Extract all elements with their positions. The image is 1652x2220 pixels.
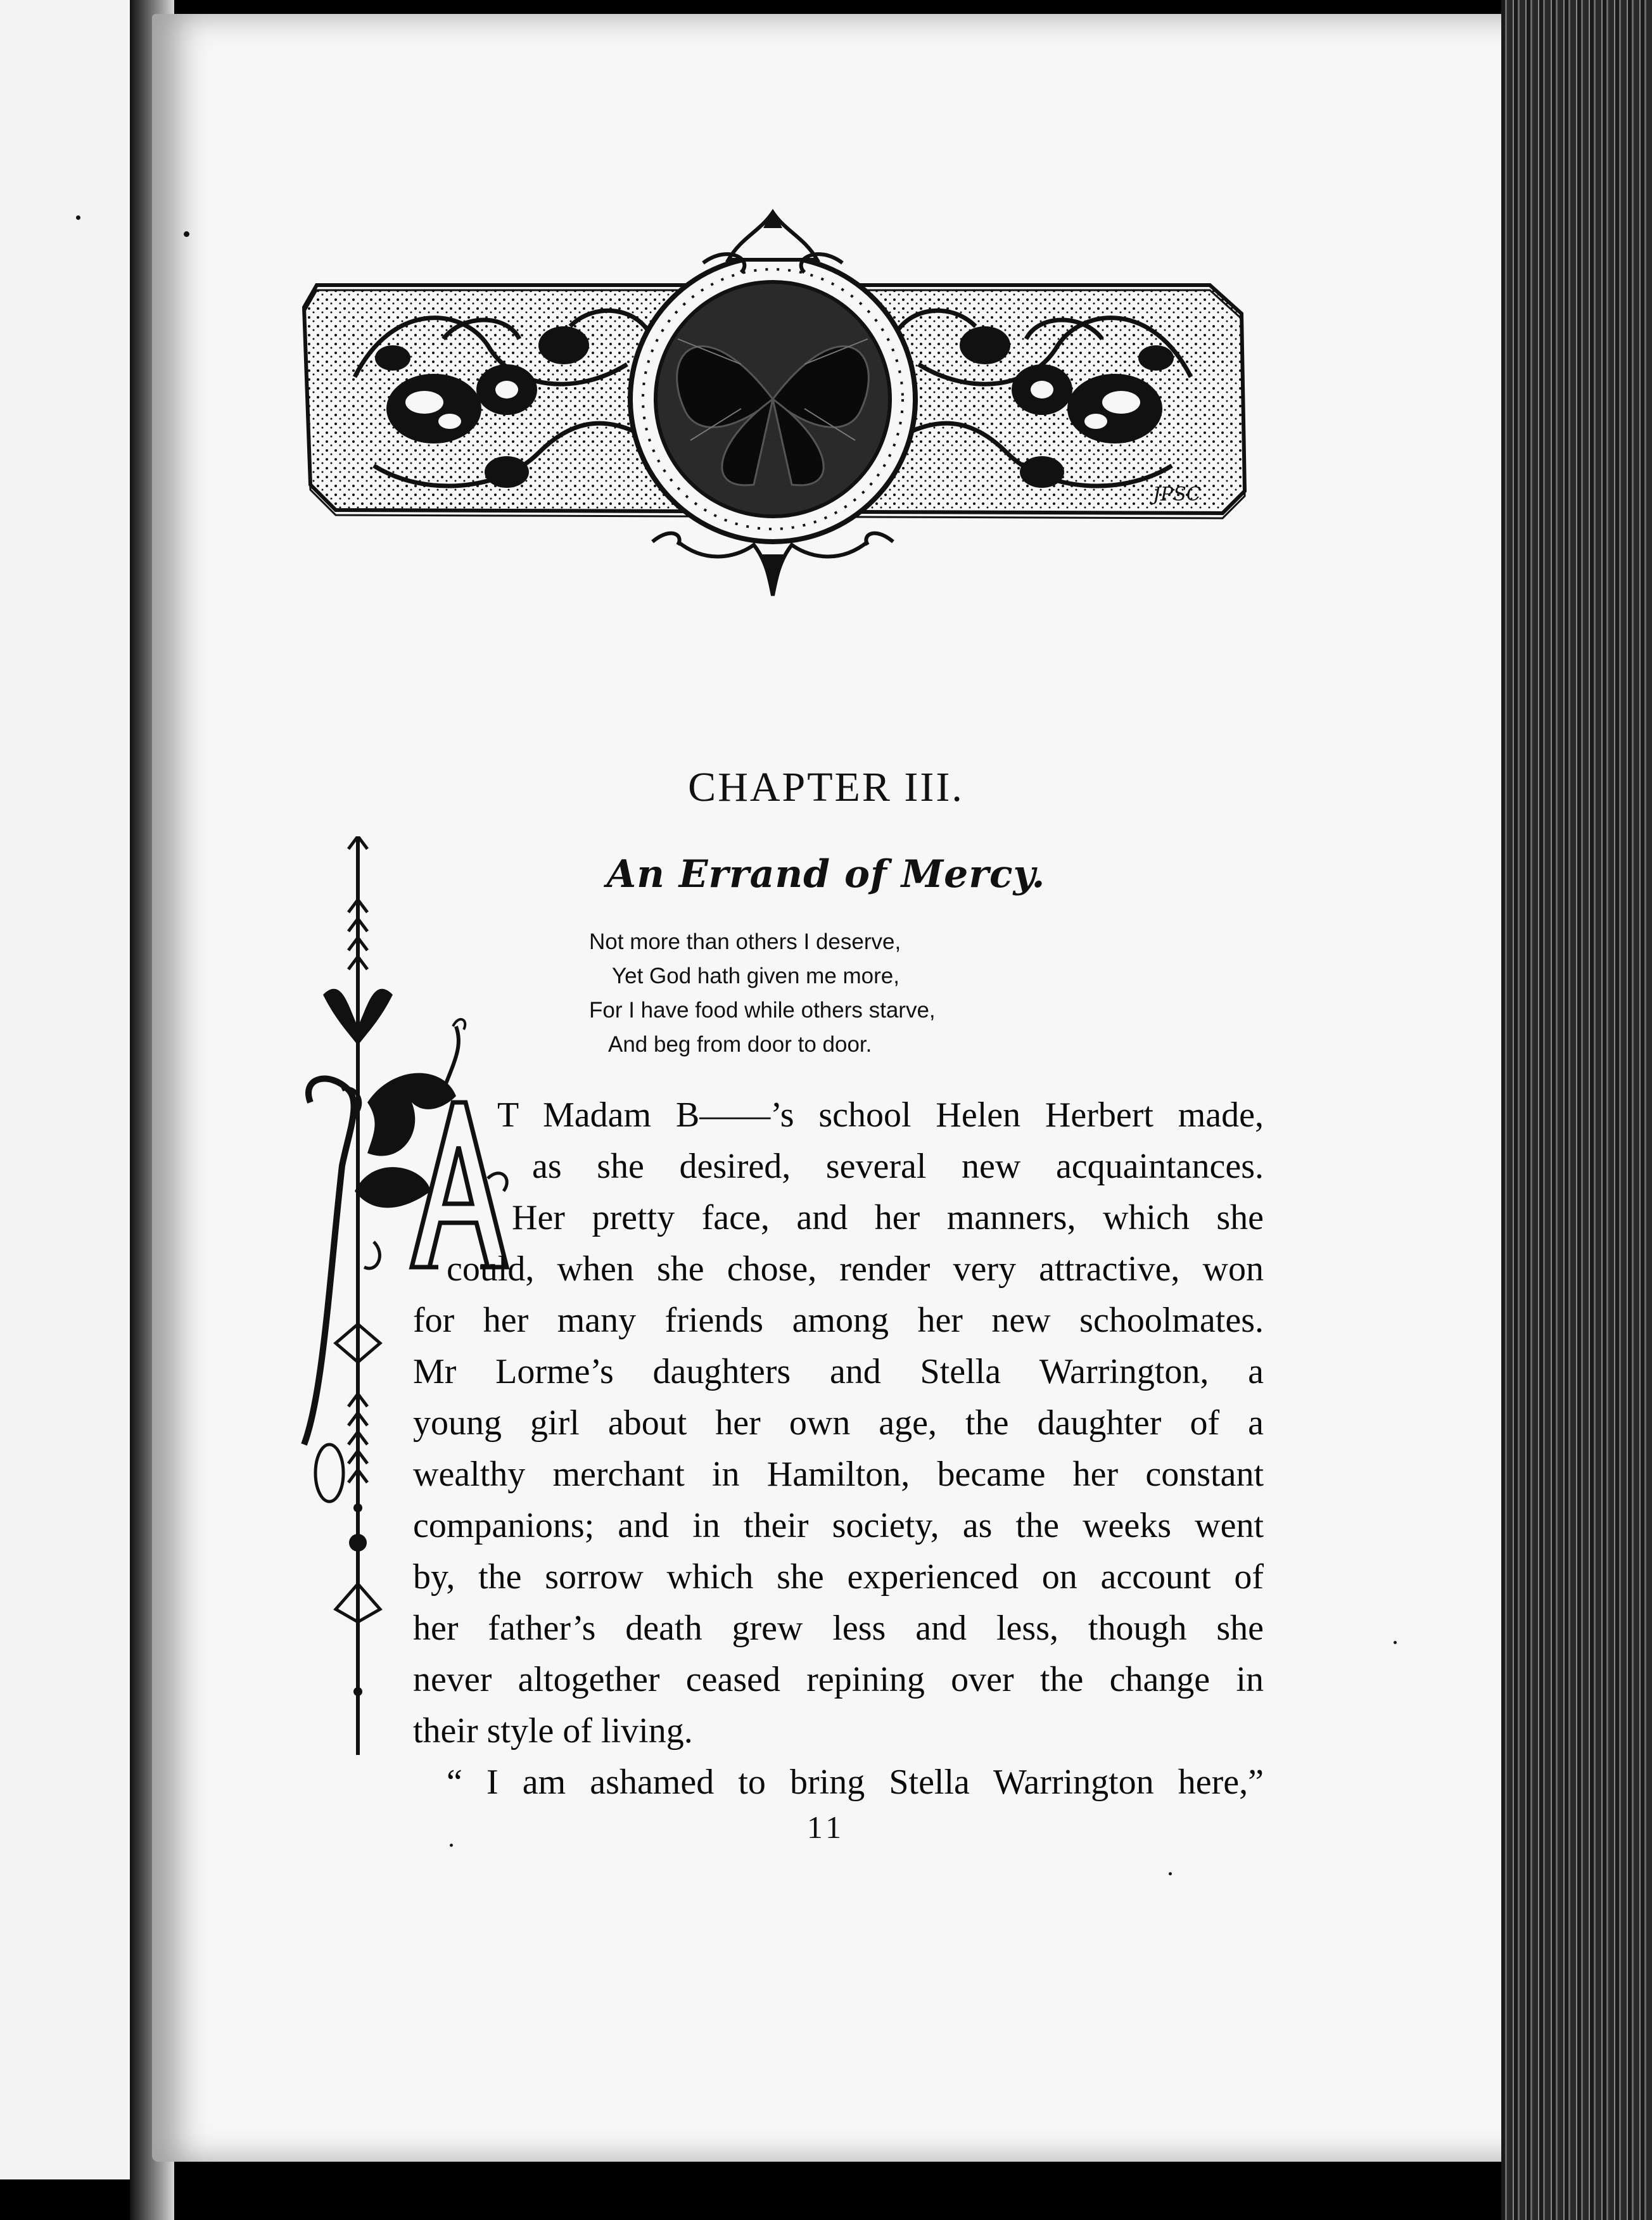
body-line: Her pretty face, and her manners, which she bbox=[512, 1198, 1264, 1237]
epigraph-line: For I have food while others starve, bbox=[589, 998, 936, 1023]
chapter-headpiece-ornament bbox=[298, 200, 1248, 599]
body-line: “ I am ashamed to bring Stella Warrington here,” bbox=[447, 1763, 1264, 1802]
body-line: wealthy merchant in Hamilton, became her constant bbox=[413, 1455, 1264, 1494]
body-line: companions; and in their society, as the weeks went bbox=[413, 1506, 1264, 1545]
body-line: could, when she chose, render very attractive, won bbox=[447, 1249, 1264, 1289]
body-line: T Madam B——’s school Helen Herbert made, bbox=[497, 1095, 1264, 1135]
body-line: as she desired, several new acquaintances. bbox=[532, 1147, 1264, 1186]
page-stack-edges bbox=[1501, 0, 1652, 2220]
chapter-subtitle: An Errand of Mercy. bbox=[606, 852, 1046, 896]
page-number: 11 bbox=[806, 1809, 846, 1845]
scan-speck bbox=[1394, 1641, 1397, 1644]
left-page-edge bbox=[0, 0, 135, 2179]
scan-speck bbox=[450, 1844, 453, 1847]
scan-speck bbox=[1169, 1872, 1172, 1875]
body-line: young girl about her own age, the daughter of a bbox=[413, 1403, 1264, 1443]
epigraph bbox=[589, 925, 1159, 1062]
scan-speck bbox=[184, 231, 189, 237]
body-line: for her many friends among her new schoolmates. bbox=[413, 1301, 1264, 1340]
body-line: Mr Lorme’s daughters and Stella Warrington, a bbox=[413, 1352, 1264, 1391]
epigraph-line: Not more than others I deserve, bbox=[589, 929, 901, 954]
epigraph-line: And beg from door to door. bbox=[608, 1032, 872, 1057]
epigraph-line: Yet God hath given me more, bbox=[612, 964, 899, 988]
body-line: her father’s death grew less and less, though she bbox=[413, 1609, 1264, 1648]
body-line: their style of living. bbox=[413, 1711, 693, 1751]
body-line: by, the sorrow which she experienced on account of bbox=[413, 1557, 1264, 1597]
chapter-title: CHAPTER III. bbox=[688, 764, 964, 810]
body-line: never altogether ceased repining over the change in bbox=[413, 1660, 1264, 1699]
svg-text:JPSC: JPSC bbox=[1153, 483, 1201, 506]
scan-speck bbox=[76, 215, 80, 220]
